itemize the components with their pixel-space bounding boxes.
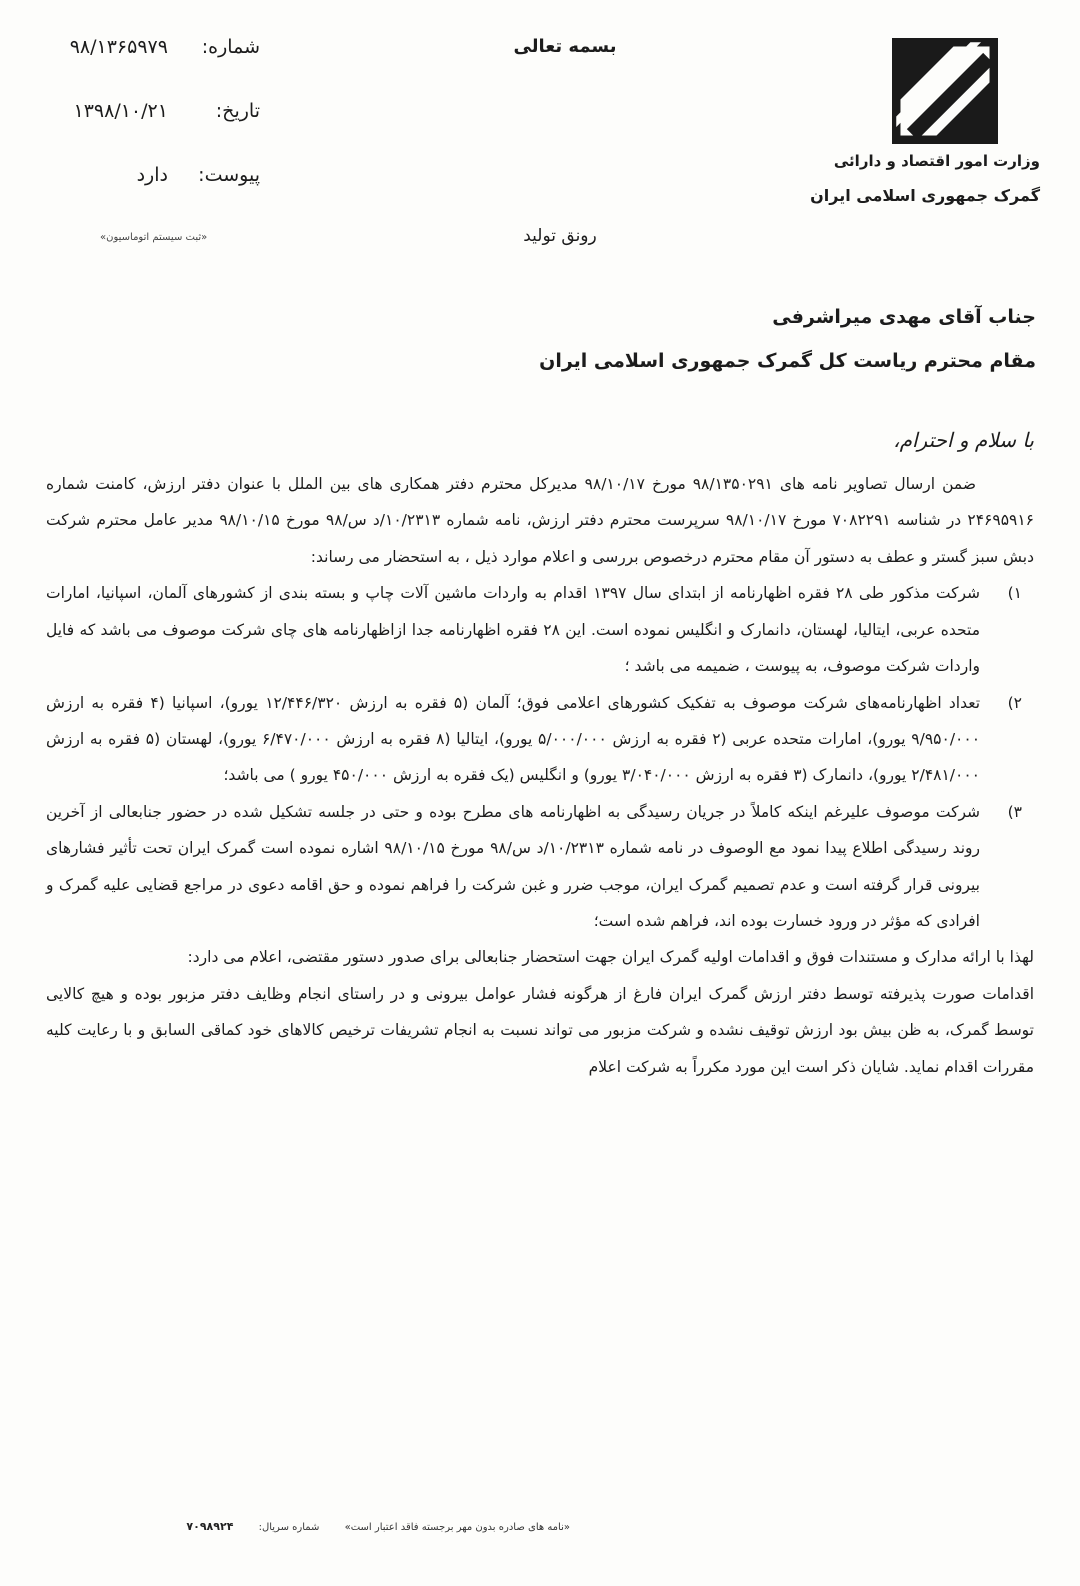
list-item: [46, 685, 1034, 794]
addressee-block: [336, 306, 1036, 394]
validity-note: «نامه های صادره بدون مهر برجسته فاقد اعتبار است»: [344, 1522, 570, 1533]
attachment-value: دارد: [136, 164, 168, 186]
letter-number-row: [40, 36, 260, 100]
addressee-name: جناب آقای مهدی میراشرفی: [772, 306, 1036, 328]
letter-meta: [40, 36, 260, 228]
bismillah-heading: بسمه تعالی: [513, 36, 617, 57]
list-item: [46, 794, 1034, 940]
intro-paragraph: ضمن ارسال تصاویر نامه های ۹۸/۱۳۵۰۲۹۱ مورخ ۹۸/۱۰/۱۷ مدیرکل محترم دفتر همکاری های بین الملل با عنوان دفتر ارزش، کامنت شماره ۲۴۶۹۵۹۱۶ در شناسه ۷۰۸۲۲۹۱ مورخ ۹۸/۱۰/۱۷ سرپرست محترم دفتر ارزش، نامه شماره ۱۰/۲۳۱۳/د س/۹۸ مورخ ۹۸/۱۰/۱۵ مدیر عامل محترم شرکت دبش سبز گستر و عطف به دستور آن مقام محترم درخصوص بررسی و اعلام موارد ذیل ، به استحضار می رساند:: [46, 475, 1034, 566]
closing-paragraph-2: اقدامات صورت پذیرفته توسط دفتر ارزش گمرک ایران فارغ از هرگونه فشار عوامل بیرونی و در راستای انجام وظایف دفتر مزبور بوده و هیچ کالایی توسط گمرک، به ظن بیش بود ارزش توقیف نشده و شرکت مزبور می تواند نسبت به انجام تشریفات ترخیص کالاهای خود کماقی السابق و با رعایت کلیه مقررات اقدام نماید. شایان ذکر است این مورد مکرراً به شرکت اعلام: [46, 984, 1034, 1076]
attachment-row: [40, 164, 260, 228]
addressee-title: مقام محترم ریاست کل گمرک جمهوری اسلامی ایران: [539, 350, 1036, 372]
letter-date-label: تاریخ:: [215, 100, 260, 122]
item-text: تعداد اظهارنامه‌های شرکت موصوف به تفکیک کشورهای اعلامی فوق؛ آلمان (۵ فقره به ارزش ۱۲/۴۴۶/۳۲۰ یورو)، اسپانیا (۴ فقره به ارزش ۹/۹۵۰/۰۰۰ یورو)، امارات متحده عربی (۲ فقره به ارزش ۵/۰۰۰/۰۰۰ یورو)، ایتالیا (۸ فقره به ارزش ۶/۴۷۰/۰۰۰ یورو)، لهستان (۵ فقره به ارزش ۲/۴۸۱/۰۰۰ یورو)، دانمارک (۳ فقره به ارزش ۳/۰۴۰/۰۰۰ یورو) و انگلیس (یک فقره به ارزش ۴۵۰/۰۰۰ یورو ) می باشد؛: [46, 693, 981, 785]
letter-date-row: [40, 100, 260, 164]
automation-system-note: «ثبت سیستم اتوماسیون»: [100, 232, 208, 243]
closing-paragraph-1: لهذا با ارائه مدارک و مستندات فوق و اقدامات اولیه گمرک ایران جهت استحضار جنابعالی برای صدور دستور مقتضی، اعلام می دارد:: [187, 948, 1034, 967]
letter-number-value: ۹۸/۱۳۶۵۹۷۹: [69, 36, 168, 58]
item-number: ۲): [1007, 693, 1022, 712]
item-number: ۳): [1007, 802, 1022, 821]
letter-body: [46, 466, 1034, 1085]
customs-logo-icon: [892, 38, 998, 144]
slogan-text: رونق تولید: [523, 226, 597, 246]
greeting: با سلام و احترام،: [893, 428, 1034, 452]
serial-number: ۷۰۹۸۹۲۴: [186, 1520, 234, 1533]
serial-label: شماره سریال:: [258, 1522, 320, 1533]
organization-name: گمرک جمهوری اسلامی ایران: [810, 186, 1040, 205]
letter-number-label: شماره:: [201, 36, 260, 58]
attachment-label: پیوست:: [198, 164, 260, 186]
list-item: [46, 575, 1034, 684]
item-text: شرکت مذکور طی ۲۸ فقره اظهارنامه از ابتدای سال ۱۳۹۷ اقدام به واردات ماشین آلات چاپ و بسته بندی از کشورهای آلمان، اسپانیا، امارات متحده عربی، ایتالیا، لهستان، دانمارک و انگلیس نموده است. این ۲۸ فقره اظهارنامه جدا ازاظهارنامه های چای شرکت موصوف می باشد که فایل واردات شرکت موصوف، به پیوست ، ضمیمه می باشد ؛: [46, 584, 981, 676]
letter-date-value: ۱۳۹۸/۱۰/۲۱: [73, 100, 168, 122]
item-text: شرکت موصوف علیرغم اینکه کاملاً در جریان رسیدگی به اظهارنامه های مطرح بوده و حتی در جلسه تشکیل شده در حضور جنابعالی از آخرین روند رسیدگی اطلاع پیدا نمود مع الوصوف در نامه شماره ۱۰/۲۳۱۳/د س/۹۸ مورخ ۹۸/۱۰/۱۵ اشاره نموده است گمرک ایران تحت تأثیر فشارهای بیرونی قرار گرفته است و عدم تصمیم گمرک ایران، موجب ضرر و غبن شرکت را فراهم نموده و حق اقامه دعوی در مراجع قضایی علیه گمرک و افرادی که مؤثر در ورود خسارت بوده اند، فراهم شده است؛: [46, 802, 981, 931]
letter-footer: [70, 1520, 570, 1533]
item-number: ۱): [1007, 584, 1022, 603]
ministry-name: وزارت امور اقتصاد و دارائی: [833, 152, 1040, 170]
